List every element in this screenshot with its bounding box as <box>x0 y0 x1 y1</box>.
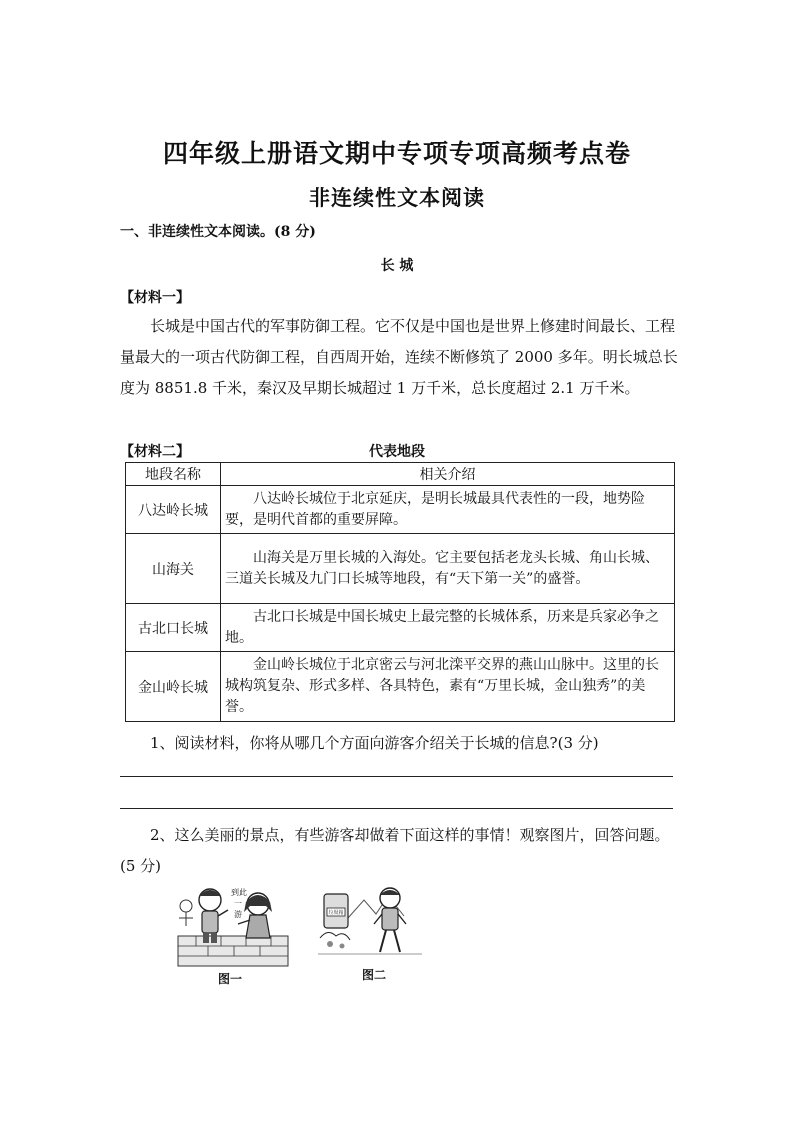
header-site-name: 地段名称 <box>126 463 221 486</box>
table-row <box>126 534 675 604</box>
header-site-desc: 相关介绍 <box>221 463 675 486</box>
figure-1-speech-1: 到此 <box>231 888 247 897</box>
figure-2-bin-sign: 垃圾箱 <box>328 910 344 916</box>
answer-line[interactable] <box>120 776 673 777</box>
site-name: 八达岭长城 <box>126 486 221 534</box>
sites-table <box>125 462 675 722</box>
site-name: 金山岭长城 <box>126 652 221 722</box>
question-2: 2、这么美丽的景点，有些游客却做着下面这样的事情！观察图片，回答问题。(5 分) <box>120 826 670 875</box>
question-1: 1、阅读材料，你将从哪几个方面向游客介绍关于长城的信息?(3 分) <box>150 734 599 752</box>
table-row <box>126 604 675 652</box>
material2-label: 【材料二】 <box>120 444 190 460</box>
figure-1-illustration <box>176 882 292 968</box>
material1-label: 【材料一】 <box>120 290 190 306</box>
table-row <box>126 652 675 722</box>
table-row <box>126 486 675 534</box>
site-name: 山海关 <box>126 534 221 604</box>
answer-line[interactable] <box>120 808 673 809</box>
table-header-row <box>126 463 675 486</box>
site-desc: 山海关是万里长城的入海处。它主要包括老龙头长城、角山长城、三道关长城及九门口长城等地段，有“天下第一关”的盛誉。 <box>221 534 675 604</box>
site-name: 古北口长城 <box>126 604 221 652</box>
figure-1-speech-3: 游 <box>234 910 242 919</box>
section-heading: 一、非连续性文本阅读。(8 分) <box>120 224 316 240</box>
material1-text: 长城是中国古代的军事防御工程。它不仅是中国也是世界上修建时间最长、工程量最大的一项古代防御工程，自西周开始，连续不断修筑了 2000 多年。明长城总长度为 8851.8 千米，秦汉及早期长城超过 1 万千米，总长度超过 2.1 万千米。 <box>120 317 678 397</box>
page-title: 四年级上册语文期中专项专项高频考点卷 <box>162 139 631 168</box>
figure-2-illustration <box>318 884 422 964</box>
page-subtitle: 非连续性文本阅读 <box>309 186 485 210</box>
figure-1-speech-2: 一 <box>234 899 242 908</box>
table-title: 代表地段 <box>369 444 425 460</box>
article-title: 长 城 <box>380 258 414 274</box>
site-desc: 古北口长城是中国长城史上最完整的长城体系，历来是兵家必争之地。 <box>221 604 675 652</box>
site-desc: 金山岭长城位于北京密云与河北滦平交界的燕山山脉中。这里的长城构筑复杂、形式多样、各具特色，素有“万里长城，金山独秀”的美誉。 <box>221 652 675 722</box>
site-desc: 八达岭长城位于北京延庆，是明长城最具代表性的一段，地势险要，是明代首都的重要屏障。 <box>221 486 675 534</box>
figure-2-caption: 图二 <box>362 968 387 982</box>
figure-1-caption: 图一 <box>218 972 243 986</box>
